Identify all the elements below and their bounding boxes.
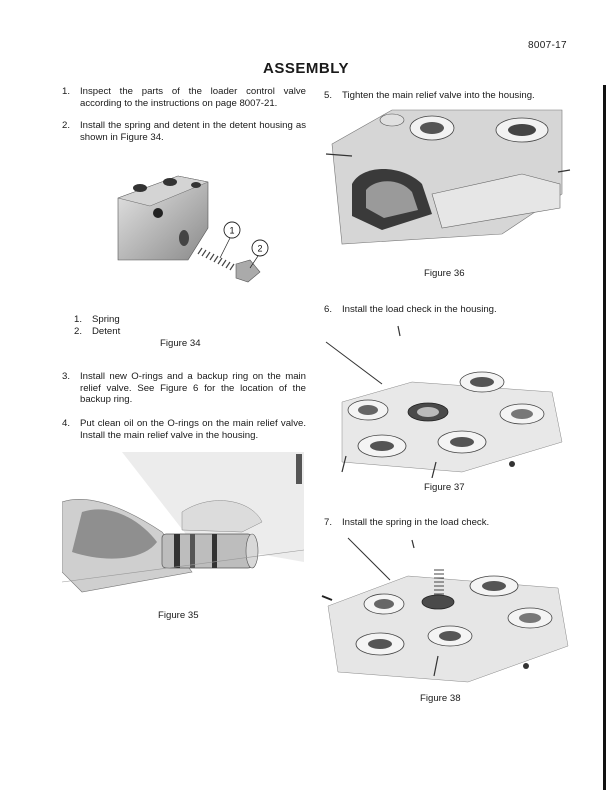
figure-35-caption: Figure 35 [158, 610, 199, 621]
figure-36-image [322, 104, 572, 254]
figure-36-caption: Figure 36 [424, 268, 465, 279]
step-text: Install new O-rings and a backup ring on the main relief valve. See Figure 6 for the location of the backup ring. [80, 371, 306, 405]
step-number: 5. [324, 90, 333, 101]
figure-34-legend [74, 314, 120, 337]
step-number: 6. [324, 304, 333, 315]
step-text: Install the load check in the housing. [342, 304, 497, 315]
page-number: 8007-17 [528, 40, 567, 51]
step-3 [62, 371, 306, 406]
step-7 [324, 517, 574, 529]
figure-38-image [318, 536, 572, 686]
step-text: Install the spring and detent in the detent housing as shown in Figure 34. [80, 120, 306, 143]
step-number: 7. [324, 517, 333, 528]
figure-37-image [322, 322, 572, 478]
step-6 [324, 304, 574, 316]
step-text: Put clean oil on the O-rings on the main relief valve. Install the main relief valve in the housing. [80, 418, 306, 441]
legend-item: 1. Spring [74, 314, 120, 325]
step-text: Tighten the main relief valve into the housing. [342, 90, 535, 101]
figure-34-image [108, 168, 288, 298]
step-1 [62, 86, 306, 109]
legend-item: 2. Detent [74, 325, 121, 337]
step-text: Inspect the parts of the loader control valve according to the instructions on page 8007-21. [80, 86, 306, 109]
figure-35-image [62, 452, 304, 598]
step-2 [62, 120, 306, 143]
step-text: Install the spring in the load check. [342, 517, 490, 528]
step-number: 2. [62, 120, 71, 131]
callout-2: 2 [257, 243, 263, 254]
step-number: 1. [62, 86, 71, 97]
step-number: 3. [62, 371, 71, 382]
page-title: ASSEMBLY [263, 60, 349, 77]
figure-38-caption: Figure 38 [420, 693, 461, 704]
figure-34-caption: Figure 34 [160, 338, 201, 349]
page-edge-bar [603, 85, 606, 790]
step-number: 4. [62, 418, 71, 429]
step-4 [62, 418, 306, 441]
step-5 [324, 90, 574, 102]
callout-1: 1 [229, 225, 235, 236]
figure-37-caption: Figure 37 [424, 482, 465, 493]
